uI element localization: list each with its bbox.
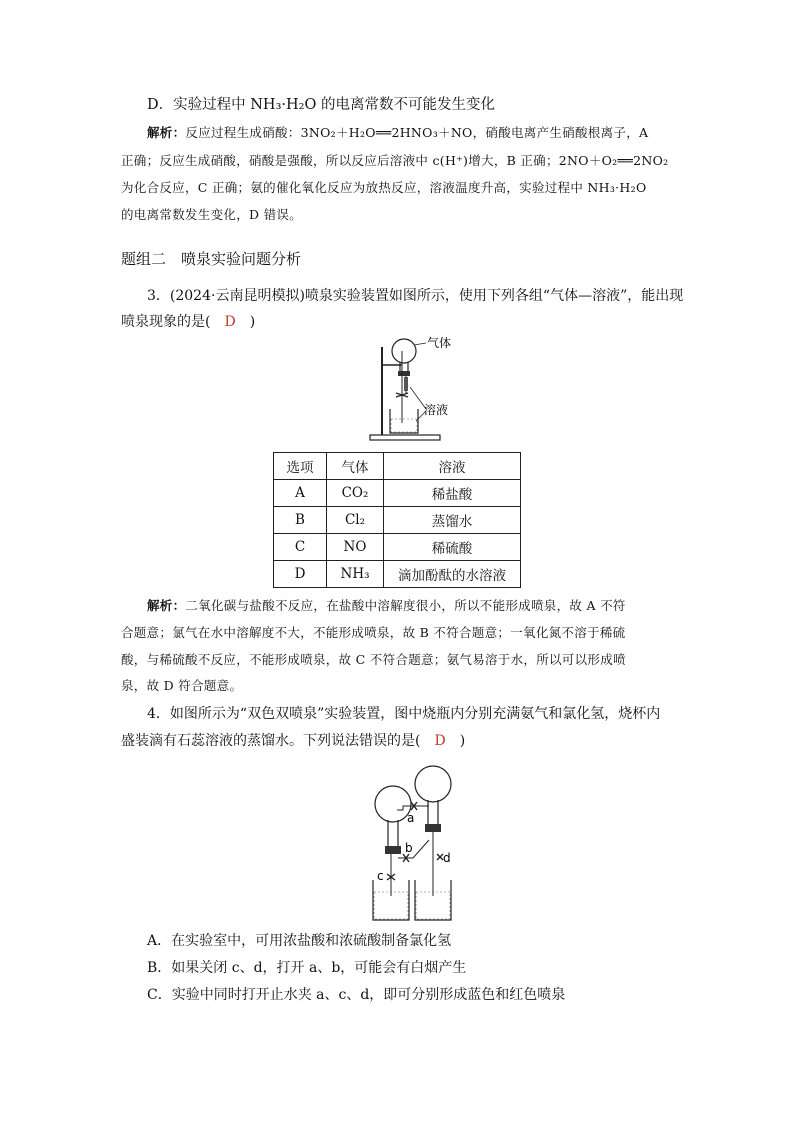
q4-stem-line-1: 4．如图所示为“双色双喷泉”实验装置，图中烧瓶内分别充满氨气和氯化氢，烧杯内 (147, 706, 661, 722)
prev-explanation-line-2: 正确；反应生成硝酸，硝酸是强酸，所以反应后溶液中 c(H⁺)增大，B 正确；2NO＋O₂══2NO₂ (121, 153, 669, 168)
figure-label-solution: 溶液 (424, 403, 449, 417)
prev-explanation-line-1 (147, 124, 699, 142)
table-cell: C (274, 534, 327, 561)
q4-stem-close: ) (445, 733, 466, 749)
fountain-apparatus-figure (360, 333, 470, 445)
explanation-label: 解析： (147, 598, 186, 613)
table-row (274, 480, 521, 507)
table-cell: NH₃ (327, 561, 384, 588)
table-cell: 稀硫酸 (384, 534, 521, 561)
table-cell: NO (327, 534, 384, 561)
table-row (274, 507, 521, 534)
table-row (274, 561, 521, 588)
table-cell: B (274, 507, 327, 534)
table-cell: D (274, 561, 327, 588)
q3-stem-line-2 (121, 313, 673, 331)
q3-stem-line-1: 3．(2024·云南昆明模拟)喷泉实验装置如图所示，使用下列各组“气体—溶液”，能出现 (147, 288, 684, 304)
clip-label-a: a (407, 811, 415, 825)
clip-label-b: b (405, 841, 413, 855)
table-header-cell: 溶液 (384, 453, 521, 480)
prev-option-d: D．实验过程中 NH₃·H₂O 的电离常数不可能发生变化 (147, 97, 495, 113)
q4-option-b: B．如果关闭 c、d，打开 a、b，可能会有白烟产生 (147, 960, 467, 976)
table-cell: A (274, 480, 327, 507)
figure-label-gas: 气体 (427, 336, 452, 350)
explanation-text: 反应过程生成硝酸：3NO₂＋H₂O══2HNO₃＋NO，硝酸电离产生硝酸根离子，A (185, 125, 649, 140)
q3-explanation-line-4: 泉，故 D 符合题意。 (121, 678, 243, 693)
q3-explanation-line-3: 酸，与稀硫酸不反应，不能形成喷泉，故 C 不符合题意；氨气易溶于水，所以可以形成喷 (121, 652, 626, 667)
double-fountain-figure (355, 762, 475, 922)
q4-option-a: A．在实验室中，可用浓盐酸和浓硫酸制备氯化氢 (147, 933, 452, 949)
q3-stem-close: ) (235, 314, 256, 330)
explanation-text: 二氧化碳与盐酸不反应，在盐酸中溶解度很小，所以不能形成喷泉，故 A 不符 (185, 598, 626, 613)
table-header-cell: 气体 (327, 453, 384, 480)
table-row (274, 534, 521, 561)
q3-explanation-line-1 (147, 597, 699, 615)
table-cell: Cl₂ (327, 507, 384, 534)
q4-answer: D (434, 733, 446, 749)
clip-label-d: d (443, 851, 451, 865)
q3-explanation-line-2: 合题意；氯气在水中溶解度不大，不能形成喷泉，故 B 不符合题意；一氧化氮不溶于稀硫 (121, 625, 626, 640)
table-cell: 稀盐酸 (384, 480, 521, 507)
table-header-cell: 选项 (274, 453, 327, 480)
prev-explanation-line-4: 的电离常数发生变化，D 错误。 (121, 207, 302, 222)
q3-answer: D (224, 314, 236, 330)
q4-stem-text: 盛装滴有石蕊溶液的蒸馏水。下列说法错误的是( (121, 733, 435, 749)
q3-option-table (273, 452, 521, 588)
table-cell: 蒸馏水 (384, 507, 521, 534)
q4-stem-line-2 (121, 732, 673, 750)
prev-explanation-line-3: 为化合反应，C 正确；氨的催化氧化反应为放热反应，溶液温度升高，实验过程中 NH₃·H₂O (121, 180, 647, 195)
q4-option-c: C．实验中同时打开止水夹 a、c、d，即可分别形成蓝色和红色喷泉 (147, 987, 566, 1003)
q3-stem-text: 喷泉现象的是( (121, 314, 225, 330)
section-title: 题组二 喷泉实验问题分析 (121, 250, 302, 268)
table-cell: 滴加酚酞的水溶液 (384, 561, 521, 588)
table-header-row (274, 453, 521, 480)
table-cell: CO₂ (327, 480, 384, 507)
clip-label-c: c (377, 869, 384, 883)
explanation-label: 解析： (147, 125, 186, 140)
